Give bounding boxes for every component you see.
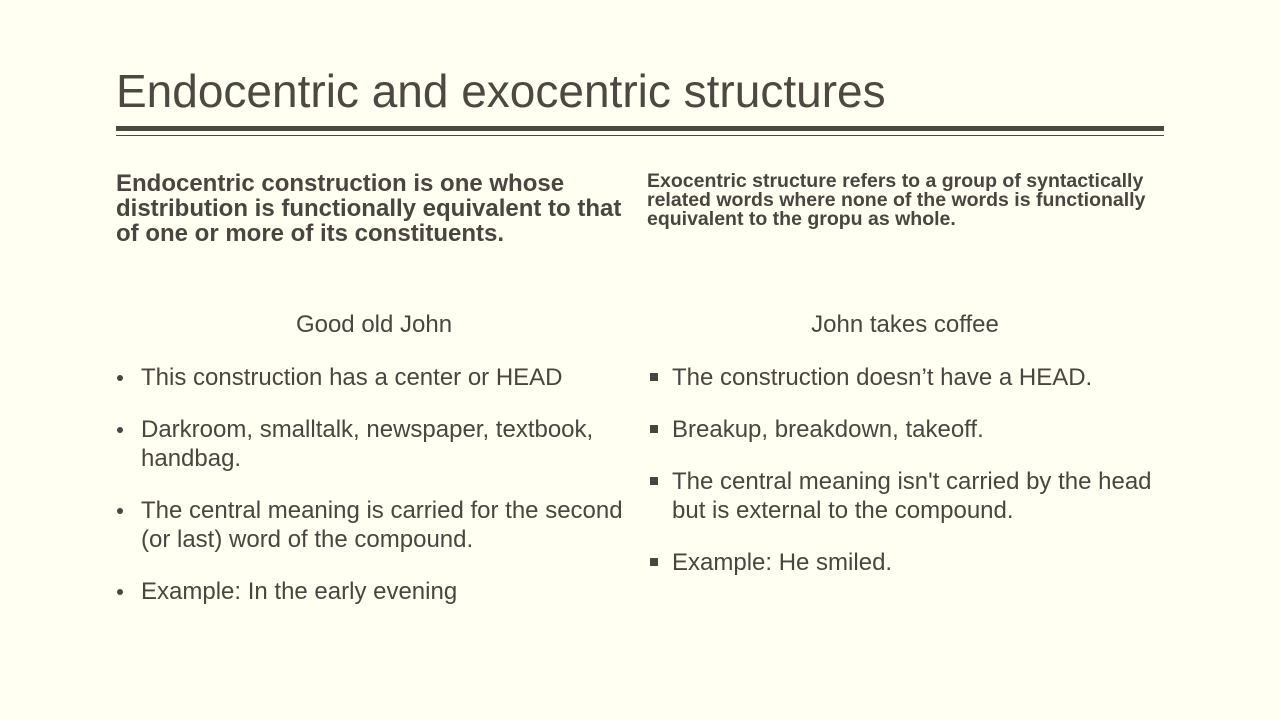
exocentric-bullet-list [647,363,1167,600]
list-item [116,577,626,606]
endocentric-definition: Endocentric construction is one whose distribution is functionally equivalent to that of one or more of its constituents. [116,170,622,247]
bullet-square-icon [650,558,658,566]
endocentric-example-caption: Good old John [295,311,453,338]
list-item-text: This construction has a center or HEAD [141,364,563,391]
list-item-text: Example: He smiled. [672,549,893,576]
bullet-dot-icon [117,375,123,381]
bullet-dot-icon [117,427,123,433]
slide-title: Endocentric and exocentric structures [116,65,886,117]
list-item-text: The central meaning is carried for the second (or last) word of the compound. [141,497,623,553]
bullet-dot-icon [117,508,123,514]
list-item [647,467,1167,525]
list-item [116,496,626,554]
exocentric-definition: Exocentric structure refers to a group of syntactically related words where none of the words is functionally equivalent to the gropu as whole. [647,170,1146,230]
list-item [647,415,1167,444]
endocentric-bullet-list [116,363,626,629]
list-item-text: Example: In the early evening [141,578,458,605]
bullet-square-icon [650,425,658,433]
list-item [116,415,626,473]
list-item-text: The construction doesn’t have a HEAD. [672,364,1093,391]
list-item [647,363,1167,392]
list-item [647,548,1167,577]
title-underline-thick [116,126,1164,131]
list-item-text: The central meaning isn't carried by the head but is external to the compound. [672,468,1152,524]
title-underline-thin [116,135,1164,136]
bullet-square-icon [650,373,658,381]
bullet-dot-icon [117,589,123,595]
list-item [116,363,626,392]
exocentric-example-caption: John takes coffee [811,311,999,338]
bullet-square-icon [650,477,658,485]
list-item-text: Breakup, breakdown, takeoff. [672,416,984,443]
list-item-text: Darkroom, smalltalk, newspaper, textbook, handbag. [141,416,594,472]
